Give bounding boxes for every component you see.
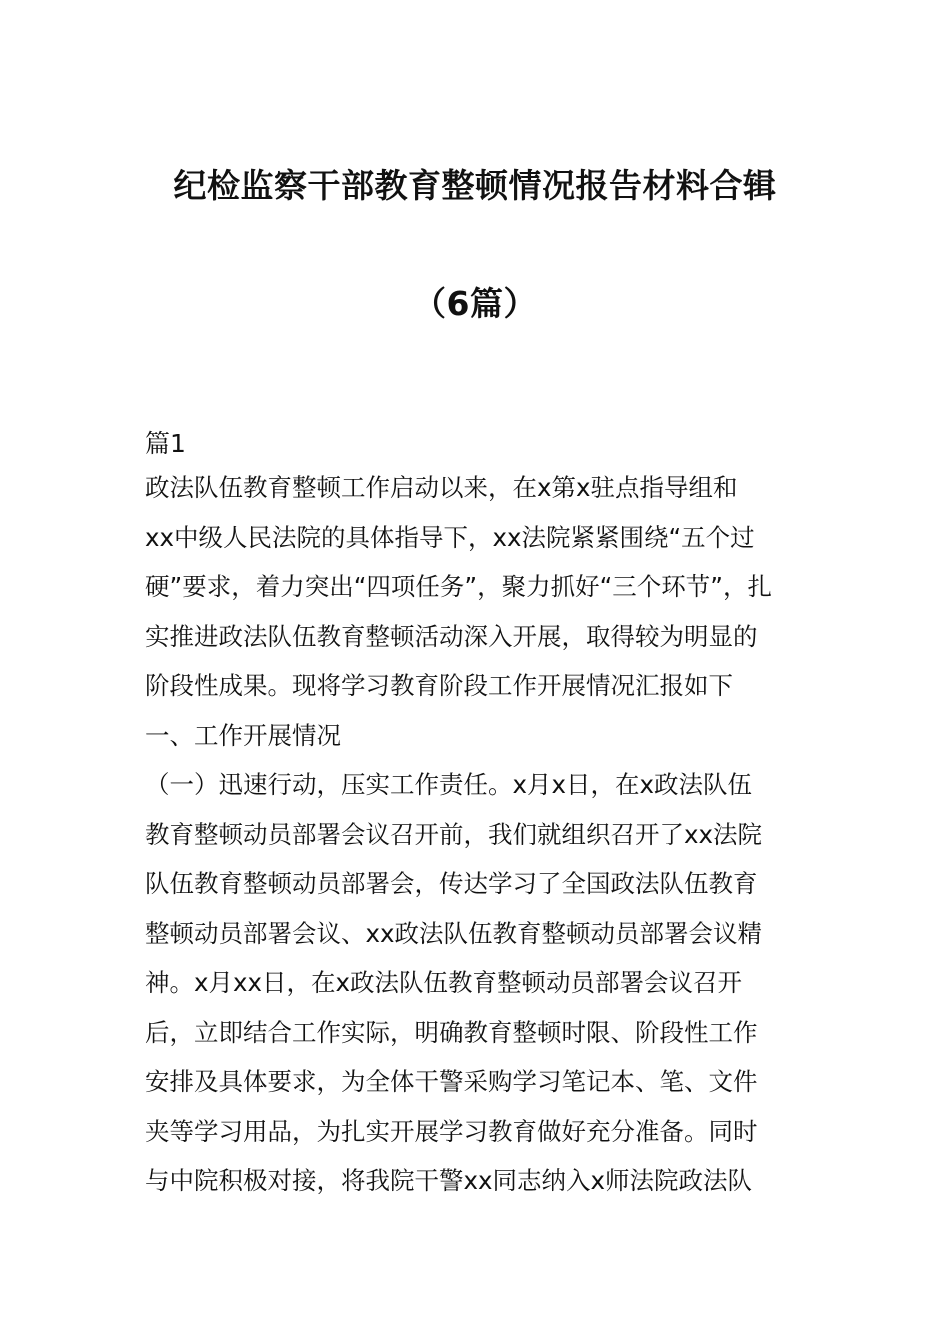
text-line: 神。x月xx日，在x政法队伍教育整顿动员部署会议召开: [145, 968, 742, 997]
text-line: 夹等学习用品，为扎实开展学习教育做好充分准备。同时: [145, 1116, 758, 1146]
text-line: 与中院积极对接，将我院干警xx同志纳入x师法院政法队: [145, 1166, 752, 1195]
text-line: 阶段性成果。现将学习教育阶段工作开展情况汇报如下: [145, 671, 733, 700]
body-text: [145, 463, 817, 1206]
document-subtitle: （6篇）: [413, 284, 537, 323]
text-line: 硬”要求，着力突出“四项任务”，聚力抓好“三个环节”，扎: [145, 572, 772, 601]
text-line: 后，立即结合工作实际，明确教育整顿时限、阶段性工作: [145, 1017, 758, 1047]
text-line: xx中级人民法院的具体指导下，xx法院紧紧围绕“五个过: [145, 522, 755, 552]
text-line: （一）迅速行动，压实工作责任。x月x日，在x政法队伍: [145, 770, 752, 799]
text-line: 队伍教育整顿动员部署会，传达学习了全国政法队伍教育: [145, 869, 758, 898]
text-line: 安排及具体要求，为全体干警采购学习笔记本、笔、文件: [145, 1067, 758, 1096]
document-title: 纪检监察干部教育整顿情况报告材料合辑: [173, 166, 777, 205]
text-line: 政法队伍教育整顿工作启动以来，在x第x驻点指导组和: [145, 473, 738, 502]
section-heading: 一、工作开展情况: [145, 720, 341, 750]
section-label: 篇1: [145, 429, 186, 458]
text-line: 整顿动员部署会议、xx政法队伍教育整顿动员部署会议精: [145, 918, 762, 948]
text-line: 教育整顿动员部署会议召开前，我们就组织召开了xx法院: [145, 819, 762, 849]
text-line: 实推进政法队伍教育整顿活动深入开展，取得较为明显的: [145, 621, 758, 651]
